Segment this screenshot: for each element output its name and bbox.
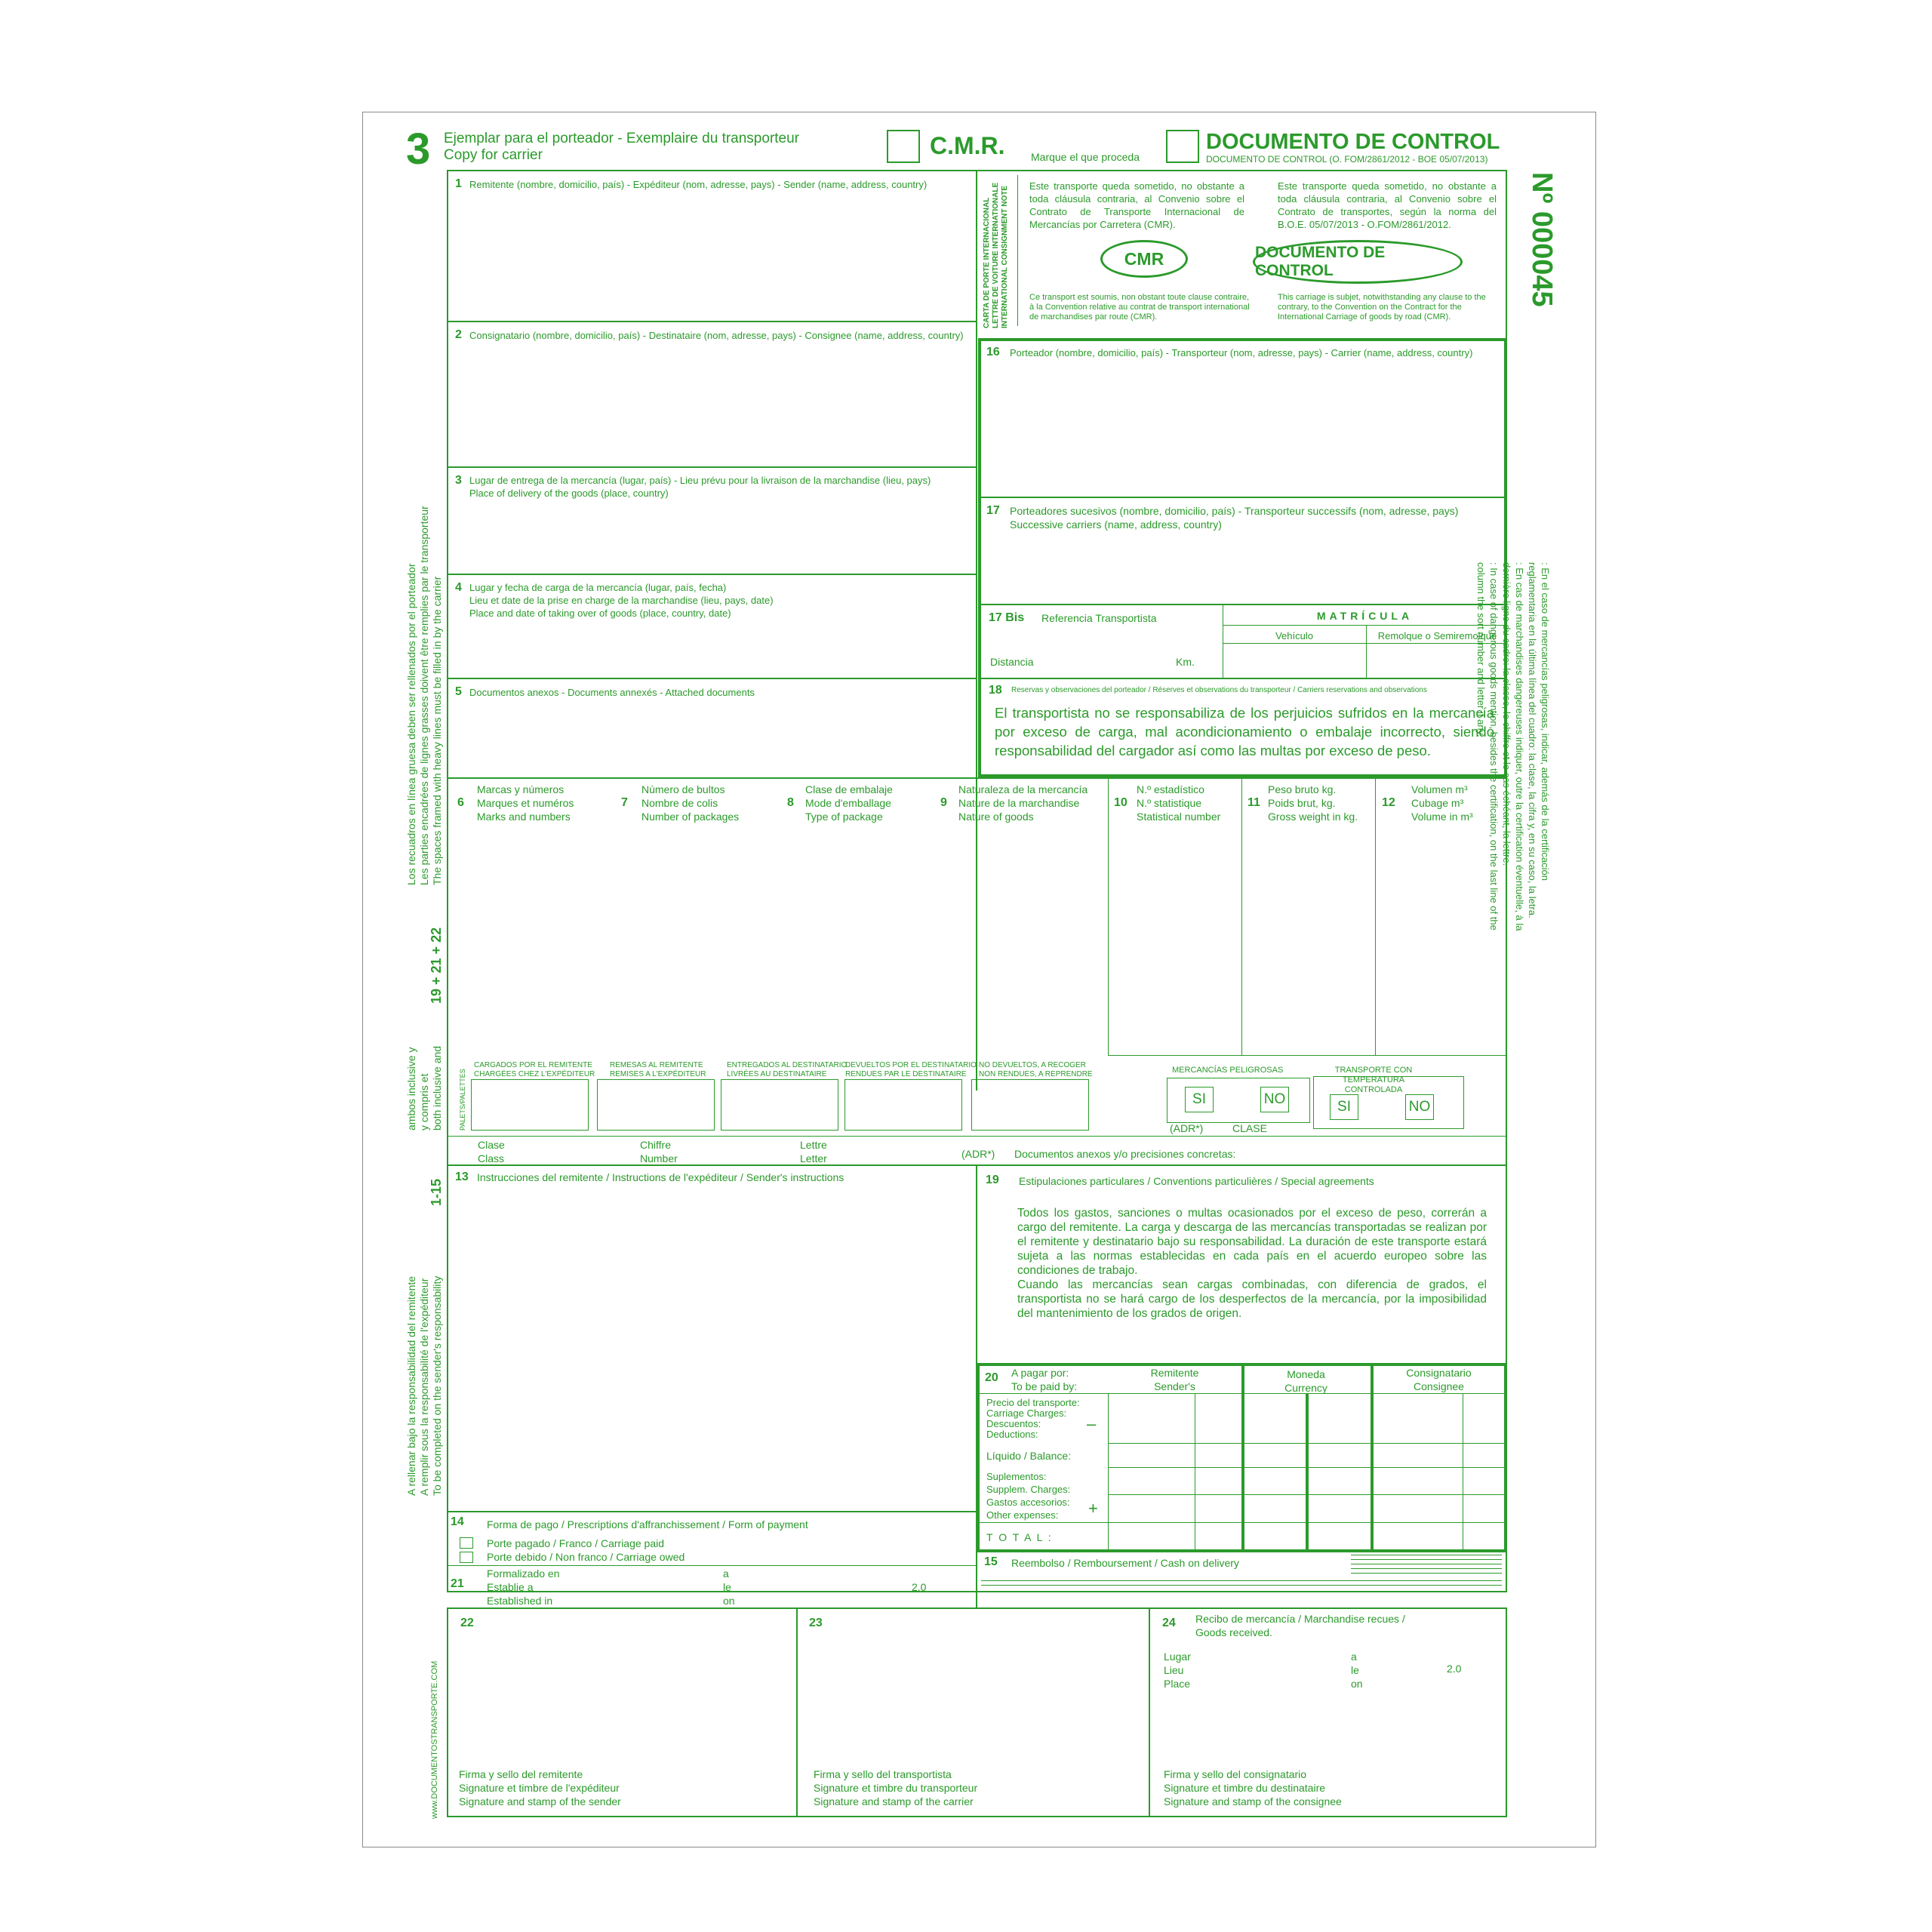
divider-16-17 [978,497,1507,498]
f5-num: 5 [455,685,462,698]
side-note-carrier: Los recuadros en línea gruesa deben ser rellenados por el porteador Les parties encadrées de lignes grasses doivent être remplies par le transporteur The spaces framed with heavy lines must be filled in by the carrier [405,506,443,885]
f16-num: 16 [986,346,1000,358]
f24-year: 2.0 [1447,1663,1462,1675]
copy-number: 3 [406,125,431,174]
established-in-field[interactable] [574,1567,717,1604]
divider-21-top [447,1565,976,1566]
f19-text: Todos los gastos, sanciones o multas ocasionados por el exceso de peso, correrán a cargo del remitente. La carga y descarga de las mercancías transportadas se realizan por el remitente y destinatario bajo su responsabilidad. La duración de este transporte estará sujeta a las normas establecidas en cada país en el acuerdo europeo sobre las condiciones de trabajo. Cuando las mercancías sean cargas combinadas, con diferencia de grados, el transportista no se hará cargo de los desperfectos de la mercancía, por la imposibilidad del mantenimiento de los grados de origen. [1017,1207,1487,1320]
f21-label: Formalizado en Establie a Established in [487,1567,560,1607]
consignee-field[interactable] [453,346,970,463]
f14-label: Forma de pago / Prescriptions d'affranchissement / Form of payment [487,1518,808,1531]
f20-col-sender: Remitente Sender's [1150,1367,1199,1392]
f20-col-currency: Moneda Currency [1284,1368,1327,1394]
sig-div-1 [796,1607,798,1817]
f1-num: 1 [455,177,462,190]
divider-17-17bis [978,604,1507,605]
lettre-label: Lettre Letter [800,1139,827,1164]
f4-label: Lugar y fecha de carga de la mercancía (lugar, país, fecha) Lieu et date de la prise en charge de la marchandise (lieu, pays, date) Place and date of taking over of goods (place, country, date) [469,582,774,619]
col12-label: Volumen m³ Cubage m³ Volume in m³ [1411,783,1473,823]
col6-label: Marcas y números Marques et numéros Marks and numbers [477,783,574,823]
cmr-stamp: CMR [1100,240,1188,278]
f21-date-prefix: a le on [723,1567,735,1607]
danger-no-label: NO [1263,1091,1286,1107]
f20-row-balance: Líquido / Balance: [986,1450,1072,1462]
f24-num: 24 [1162,1617,1176,1629]
copy-line-1: Ejemplar para el porteador - Exemplaire du transporteur [444,131,800,146]
cmr-checkbox[interactable] [887,130,920,163]
f15-label: Reembolso / Remboursement / Cash on delivery [1011,1557,1239,1569]
pallets-delivered-field[interactable] [721,1079,838,1131]
pallet-col-3-label: ENTREGADOS AL DESTINATARIO LIVRÉES AU DESTINATAIRE [727,1061,848,1078]
pallet-col-1-label: CARGADOS POR EL REMITENTE CHARGÉES CHEZ L'EXPÉDITEUR [474,1061,595,1078]
vehicle-plate-field[interactable] [1224,645,1364,676]
vehicle-divider [1366,625,1367,678]
copy-line-2: Copy for carrier [444,147,543,163]
side-range-1: 19 + 21 + 22 [429,927,444,1004]
f18-label: Reservas y observaciones del porteador / Réserves et observations du transporteur / Carriers reservations and observations [1011,686,1427,694]
charges-row-1 [1108,1443,1507,1444]
danger-title: MERCANCÍAS PELIGROSAS [1172,1066,1284,1075]
f20-row-carriage: Precio del transporte: Carriage Charges: Descuentos: Deductions: [986,1397,1080,1440]
f14-num: 14 [451,1515,464,1528]
divider-3-4 [447,574,976,575]
taking-over-field[interactable] [453,623,970,674]
charges-row-3 [1108,1494,1507,1495]
f20-label: A pagar por: To be paid by: [1011,1367,1078,1392]
col11-label: Peso bruto kg. Poids brut, kg. Gross weight in kg. [1268,783,1358,823]
side-note-dangerous-goods: : En el caso de mercancías peligrosas, indicar, además de la certificación reglamentaria en la última línea del cuadro: la clase, la cifra y, en su caso, la letra. : En cas de marchandises dangereuses indiquer, outre la certification éventuelle, à la dernière ligne du cadre: la classe, le chiffre et le cas échéant, la lettre. : In case of dangerous goods mention, besides the certification, on the last line of the column the sort number and letter if any. [1475,562,1551,931]
dc-stamp: DOCUMENTO DE CONTROL [1253,240,1463,284]
temp-si-label: SI [1337,1099,1351,1115]
doc-control-subtitle: DOCUMENTO DE CONTROL (O. FOM/2861/2012 - BOE 05/07/2013) [1206,154,1488,165]
f15-num: 15 [984,1555,998,1568]
carrier-signature-field[interactable] [801,1634,1143,1762]
vehiculo-label: Vehículo [1275,630,1313,641]
successive-carriers-field[interactable] [985,534,1502,601]
col11-num: 11 [1247,796,1260,809]
side-note-both: ambos inclusive y y compris et both inclusive and [405,1045,443,1131]
pallets-returned-field[interactable] [844,1079,962,1131]
col8-label: Clase de embalaje Mode d'emballage Type of package [805,783,893,823]
chiffre-label: Chiffre Number [640,1139,678,1164]
f13-label: Instrucciones del remitente / Instructions de l'expéditeur / Sender's instructions [477,1171,844,1183]
col8-num: 8 [787,796,794,809]
temp-title: TRANSPORTE CON TEMPERATURA CONTROLADA [1334,1066,1413,1094]
cmr-vertical-title: CARTA DE PORTE INTERNACIONAL LETTRE DE VOITURE INTERNATIONALE INTERNATIONAL CONSIGNMENT NOTE [983,182,1009,328]
danger-adr-label: (ADR*) [1170,1122,1204,1134]
danger-clase-label: CLASE [1232,1122,1267,1134]
f20-row-total: T O T A L : [986,1531,1053,1543]
cmr-es-text: Este transporte queda sometido, no obstante a toda cláusula contraria, al Convenio sobre el Contrato de Transporte Internacional de Mercancías por Carretera (CMR). [1029,180,1244,230]
pallets-loaded-field[interactable] [471,1079,589,1131]
col6-num: 6 [457,796,464,809]
adr-label: (ADR*) [961,1148,995,1160]
class-row-top [447,1136,1507,1137]
goods-col-bottom [1108,1055,1507,1056]
col9-num: 9 [940,796,947,809]
sender-signature-field[interactable] [453,1634,791,1762]
remolque-label: Remolque o Semiremolque [1377,630,1497,641]
col7-label: Número de bultos Nombre de colis Number of packages [641,783,740,823]
docs-precision-label: Documentos anexos y/o precisiones concretas: [1014,1148,1236,1160]
dc-es-text: Este transporte queda sometido, no obstante a toda cláusula contraria, al Convenio sobre el Contrato de transportes, según la norma del B.O.E. 05/07/2013 - O.FOM/2861/2012. [1278,180,1497,230]
f4-num: 4 [455,581,462,594]
serial-number: Nº 000045 [1526,172,1558,307]
cod-line-2 [1351,1559,1502,1560]
divider-1-2 [447,321,976,322]
f2-num: 2 [455,328,462,341]
volume-field[interactable] [1378,826,1503,1051]
class-label: Clase Class [478,1139,505,1164]
divider-4-5 [447,678,976,679]
f22-label: Firma y sello del remitente Signature et timbre de l'expéditeur Signature and stamp of the sender [459,1768,621,1807]
cod-line-5 [1351,1573,1502,1574]
f22-num: 22 [460,1617,474,1629]
f24-sign-label: Firma y sello del consignatario Signature et timbre du destinataire Signature and stamp of the consignee [1164,1768,1342,1807]
f24-label: Recibo de mercancía / Marchandise recues / Goods received. [1195,1613,1405,1638]
carriage-paid-checkbox[interactable] [460,1537,473,1549]
f1-label: Remitente (nombre, domicilio, país) - Expéditeur (nom, adresse, pays) - Sender (name, address, country) [469,179,928,190]
col7-num: 7 [621,796,628,809]
statistical-number-field[interactable] [1111,826,1238,1051]
col9-label: Naturaleza de la mercancía Nature de la marchandise Nature of goods [958,783,1088,823]
charges-row-2 [1108,1467,1507,1468]
divider-17bis-18 [978,678,1507,679]
goods-col-11 [1241,777,1242,1055]
matricula-title: MATRÍCULA [1316,610,1414,622]
gross-weight-field[interactable] [1244,826,1371,1051]
f21-num: 21 [451,1577,464,1590]
side-note-sender: A rellenar bajo la responsabilidad del remitente A remplir sous la responsabilité de l'expéditeur To be completed on the sender's responsability [405,1275,443,1496]
sender-field[interactable] [453,195,970,315]
doc-control-title: DOCUMENTO DE CONTROL [1206,130,1500,154]
f16-label: Porteador (nombre, domicilio, país) - Transporteur (nom, adresse, pays) - Carrier (name, address, country) [1010,347,1473,358]
danger-si-label: SI [1192,1091,1206,1107]
f20-minus: – [1087,1414,1097,1433]
goods-col-12 [1375,777,1376,1055]
cmr-label: C.M.R. [930,132,1005,159]
carriage-owed-label: Porte debido / Non franco / Carriage owed [487,1551,685,1563]
sender-instructions-field[interactable] [453,1189,970,1506]
f18-text: El transportista no se responsabiliza de los perjuicios sufridos en la mercancía por exceso de carga, mal acondicionamiento o embalaje incorrecto, siendo responsabilidad del cargador así como las multas por exceso de peso. [995,705,1494,758]
f21-year: 2.0 [912,1581,927,1593]
f19-label: Estipulaciones particulares / Conventions particulières / Special agreements [1019,1175,1374,1187]
dc-en-text: This carriage is subjet, notwithstanding any clause to the contrary, to the Convention on the Contract for the International Carriage of goods by road (CMR). [1278,293,1486,321]
divider-2-3 [447,466,976,468]
f18-num: 18 [989,684,1002,697]
carrier-field[interactable] [985,364,1502,492]
f13-num: 13 [455,1171,469,1183]
cod-line-4 [1351,1568,1502,1569]
f20-row-supplements: Suplementos: Supplem. Charges: Gastos accesorios: Other expenses: [986,1471,1071,1521]
col10-label: N.º estadístico N.º statistique Statistical number [1137,783,1221,823]
pallet-col-4-label: DEVUELTOS POR EL DESTINATARIO RENDUES PAR LE DESTINATAIRE [845,1061,977,1078]
attached-docs-field[interactable] [453,702,970,774]
f24-place-label: Lugar Lieu Place [1164,1651,1191,1690]
divider-goods-top [447,777,1507,779]
vehicle-header-line [1223,643,1507,644]
km-label: Km. [1176,656,1195,668]
f17-num: 17 [986,504,1000,517]
consignee-signature-field[interactable] [1155,1690,1502,1762]
pallets-sent-field[interactable] [597,1079,715,1131]
charges-div-2 [1306,1393,1309,1552]
side-range-2: 1-15 [429,1178,444,1206]
f23-num: 23 [809,1617,823,1629]
pallet-col-2-label: REMESAS AL REMITENTE REMISES A L'EXPÉDITEUR [610,1061,706,1078]
charges-sub-1 [1108,1393,1109,1552]
f3-num: 3 [455,474,462,487]
col10-num: 10 [1114,796,1128,809]
doc-control-checkbox[interactable] [1166,130,1199,163]
matricula-header-line [1223,625,1507,626]
mark-hint: Marque el que proceda [1031,151,1140,163]
goods-description-field[interactable] [453,826,1102,1053]
f20-num: 20 [985,1371,998,1384]
f17bis-ref-label: Referencia Transportista [1041,612,1157,624]
website: www.DOCUMENTOSTRANSPORTE.COM [430,1660,439,1819]
f19-num: 19 [986,1174,999,1186]
sig-div-2 [1149,1607,1150,1817]
temp-no-label: NO [1408,1099,1431,1115]
f17-label: Porteadores sucesivos (nombre, domicilio, país) - Transporteur successifs (nom, adresse, pays) Successive carriers (name, address, country) [1010,505,1459,531]
f17bis-num: 17 Bis [989,611,1025,624]
f20-col-consignee: Consignatario Consignee [1406,1367,1472,1392]
delivery-place-field[interactable] [453,504,970,571]
cmr-fr-text: Ce transport est soumis, non obstant toute clause contraire, à la Convention relative au contrat de transport international de marchandises par route (CMR). [1029,293,1250,321]
f3-label: Lugar de entrega de la mercancía (lugar, país) - Lieu prévu pour la livraison de la marchandise (lieu, pays) Place of delivery of the goods (place, country) [469,475,931,499]
divider-14-top [447,1511,976,1512]
pallets-side-label: PALETS/PALETTES [459,1069,466,1131]
f5-label: Documentos anexos - Documents annexés - Attached documents [469,687,755,698]
col12-num: 12 [1382,796,1395,809]
f20-plus: + [1088,1499,1098,1518]
f24-date-prefix: a le on [1351,1651,1363,1690]
cmr-vertical-divider [1017,175,1018,326]
charges-total-line [977,1522,1507,1523]
trailer-plate-field[interactable] [1367,645,1505,676]
goods-col-10 [1108,777,1109,1055]
f23-label: Firma y sello del transportista Signature et timbre du transporteur Signature and stamp of the carrier [814,1768,978,1807]
pallet-col-5-label: NO DEVUELTOS, A RECOGER NON RENDUES, A REPRENDRE [979,1061,1093,1078]
pallets-not-returned-field[interactable] [971,1079,1089,1131]
carriage-owed-checkbox[interactable] [460,1552,473,1563]
f2-label: Consignatario (nombre, domicilio, país) - Destinataire (nom, adresse, pays) - Consignee (name, address, country) [469,330,964,341]
cash-on-delivery-field[interactable] [985,1573,1347,1589]
distancia-label: Distancia [990,656,1034,668]
carriage-paid-label: Porte pagado / Franco / Carriage paid [487,1537,665,1549]
